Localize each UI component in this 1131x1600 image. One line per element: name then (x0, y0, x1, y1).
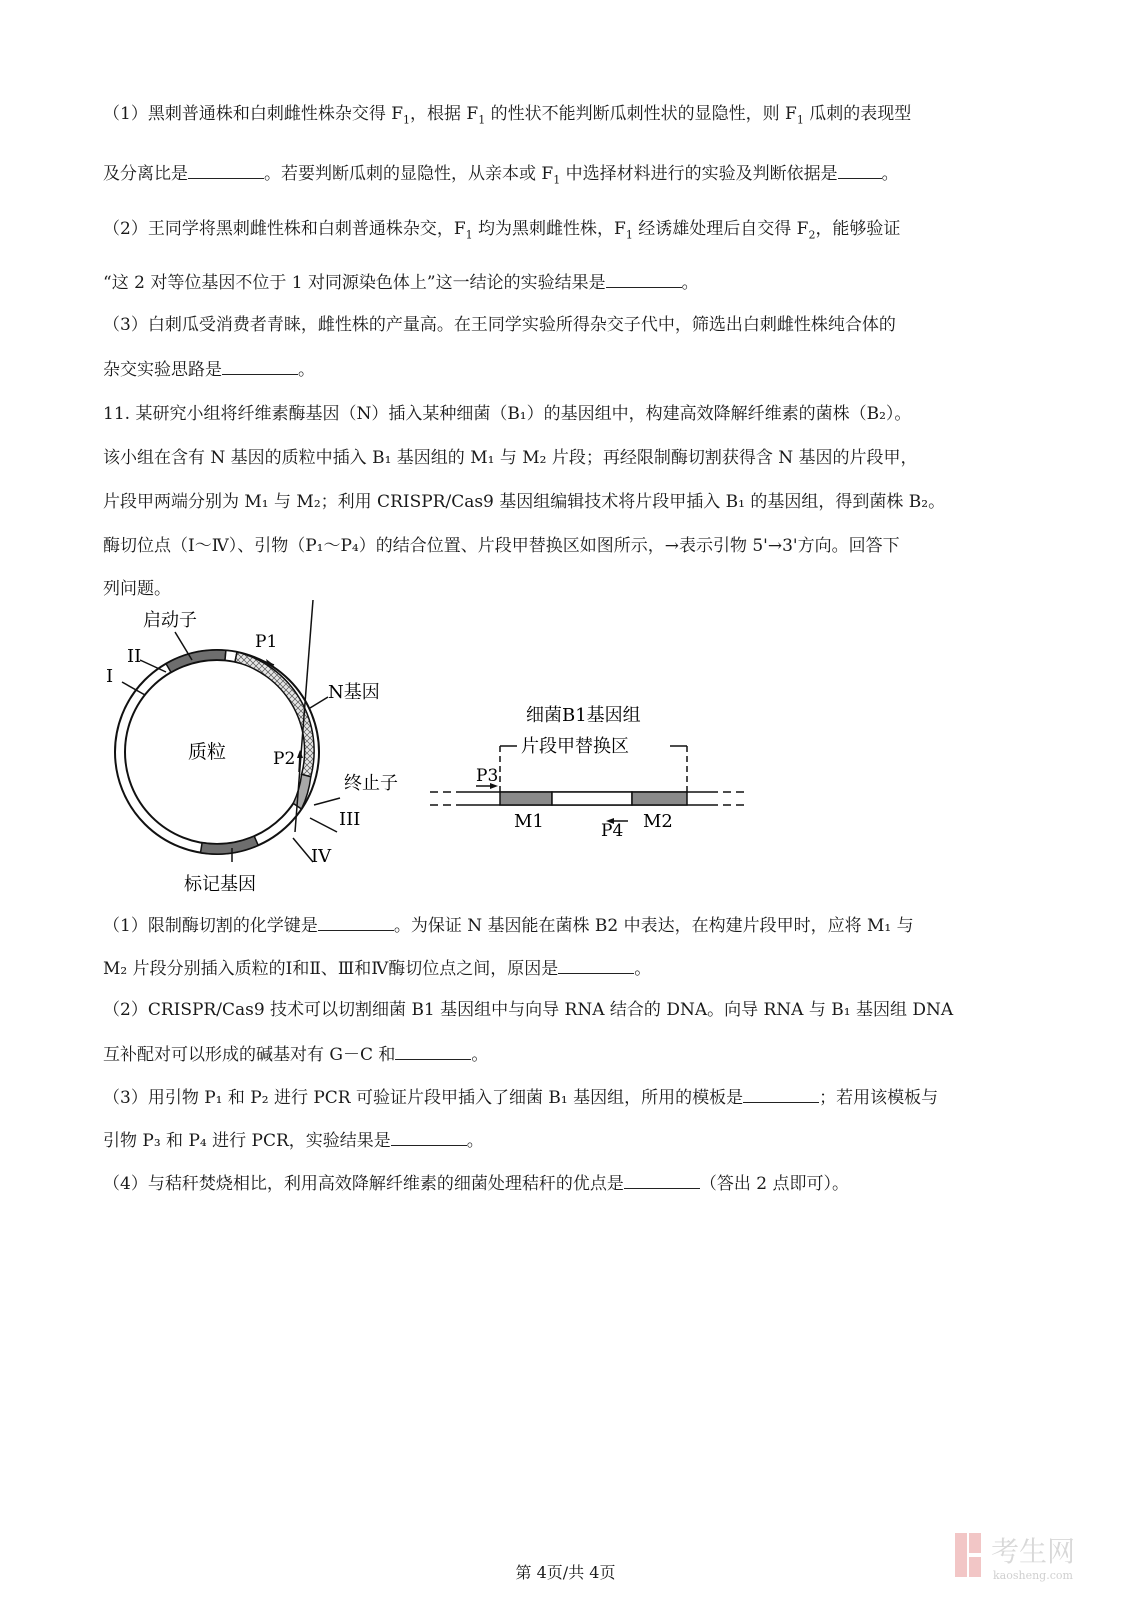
p1-label: P1 (255, 632, 278, 652)
q10-part3-line1: （3）白刺瓜受消费者青睐，雌性株的产量高。在王同学实验所得杂交子代中，筛选出白刺雌性株纯合体的 (103, 315, 896, 335)
bacterial-genome (430, 705, 745, 841)
terminator-segment (293, 774, 311, 809)
genome-title: 细菌B1基因组 (526, 705, 641, 726)
q11-stem-line1: 11. 某研究小组将纤维素酶基因（N）插入某种细菌（B₁）的基因组中，构建高效降解纤维素的菌株（B₂）。 (103, 404, 912, 424)
q11-stem-line5: 列问题。 (103, 579, 171, 599)
marker-gene-label: 标记基因 (184, 874, 256, 895)
watermark-site: kaosheng.com (993, 1569, 1073, 1582)
n-insert-segment (552, 792, 632, 805)
p4-label: P4 (601, 821, 624, 841)
promoter-label: 启动子 (143, 610, 197, 631)
answer-blank[interactable] (188, 160, 264, 179)
answer-blank[interactable] (624, 1170, 700, 1189)
q11-part3-line2: 引物 P₃ 和 P₄ 进行 PCR，实验结果是 。 (103, 1127, 484, 1153)
m2-label: M2 (643, 811, 673, 832)
replacement-region-label: 片段甲替换区 (521, 736, 629, 757)
site-ii-label: II (127, 646, 142, 667)
terminator-label: 终止子 (344, 773, 398, 794)
answer-blank[interactable] (606, 269, 682, 288)
watermark-brand: 考生网 (991, 1535, 1076, 1568)
site-iii-label: III (339, 809, 361, 830)
q11-stem-line2: 该小组在含有 N 基因的质粒中插入 B₁ 基因组的 M₁ 与 M₂ 片段；再经限制酶切割获得含 N 基因的片段甲， (103, 448, 918, 468)
page-number: 第 4页/共 4页 (515, 1563, 616, 1582)
q11-part2-line2: 互补配对可以形成的碱基对有 G－C 和 。 (103, 1041, 488, 1067)
answer-blank[interactable] (743, 1084, 819, 1103)
q10-part1-line1: （1）黑刺普通株和白刺雌性株杂交得 $F_1$，根据 $F_1$ 的性状不能判断瓜刺性状的显隐性，则 $F_1$ 瓜刺的表现型 (103, 104, 912, 127)
q11-part3-line1: （3）用引物 P₁ 和 P₂ 进行 PCR 可验证片段甲插入了细菌 B₁ 基因组，所用的模板是 ；若用该模板与 (103, 1084, 938, 1110)
q11-part1-line1: （1）限制酶切割的化学键是 。为保证 N 基因能在菌株 B2 中表达，在构建片段甲时，应将 M₁ 与 (103, 912, 914, 938)
answer-blank[interactable] (222, 356, 298, 375)
q11-part4-line1: （4）与秸秆焚烧相比，利用高效降解纤维素的细菌处理秸秆的优点是 （答出 2 点即可）。 (103, 1170, 849, 1196)
logo-mark-icon (955, 1533, 967, 1577)
m1-segment (500, 792, 552, 805)
q11-stem-line4: 酶切位点（Ⅰ～Ⅳ）、引物（P₁～P₄）的结合位置、片段甲替换区如图所示，→表示引物 5'→3'方向。回答下 (103, 536, 900, 556)
plasmid-center-label: 质粒 (188, 741, 227, 763)
q11-part2-line1: （2）CRISPR/Cas9 技术可以切割细菌 B1 基因组中与向导 RNA 结合的 DNA。向导 RNA 与 B₁ 基因组 DNA (103, 1000, 954, 1020)
answer-blank[interactable] (391, 1127, 467, 1146)
n-gene-label: N基因 (328, 682, 380, 703)
answer-blank[interactable] (558, 955, 634, 974)
m2-segment (632, 792, 687, 805)
m1-label: M1 (514, 811, 544, 832)
p3-label: P3 (476, 766, 499, 786)
plasmid-genome-diagram (100, 600, 760, 900)
answer-blank[interactable] (318, 912, 394, 931)
p2-label: P2 (273, 749, 296, 769)
answer-blank[interactable] (395, 1041, 471, 1060)
q11-stem-line3: 片段甲两端分别为 M₁ 与 M₂；利用 CRISPR/Cas9 基因组编辑技术将片段甲插入 B₁ 的基因组，得到菌株 B₂。 (103, 492, 946, 512)
q11-part1-line2: M₂ 片段分别插入质粒的Ⅰ和Ⅱ、Ⅲ和Ⅳ酶切位点之间，原因是 。 (103, 955, 651, 981)
q10-part3-line2: 杂交实验思路是 。 (103, 356, 315, 382)
q10-part2-line2: “这 2 对等位基因不位于 1 对同源染色体上”这一结论的实验结果是 。 (103, 269, 699, 295)
marker-gene-segment (201, 836, 259, 854)
q10-part1-line2: 及分离比是 。若要判断瓜刺的显隐性，从亲本或 $F_1$ 中选择材料进行的实验及判断依据是 。 (103, 160, 899, 192)
promoter-segment (166, 650, 226, 672)
plasmid (106, 600, 398, 895)
kaosheng-watermark-logo (955, 1525, 1125, 1585)
site-iv-label: IV (311, 846, 332, 867)
site-i-label: I (106, 666, 114, 687)
p2-arrow-icon (297, 750, 303, 758)
q10-part2-line1: （2）王同学将黑刺雌性株和白刺普通株杂交，$F_1$ 均为黑刺雌性株，$F_1$ 经诱雄处理后自交得 $F_2$，能够验证 (103, 219, 901, 242)
answer-blank[interactable] (838, 160, 882, 179)
